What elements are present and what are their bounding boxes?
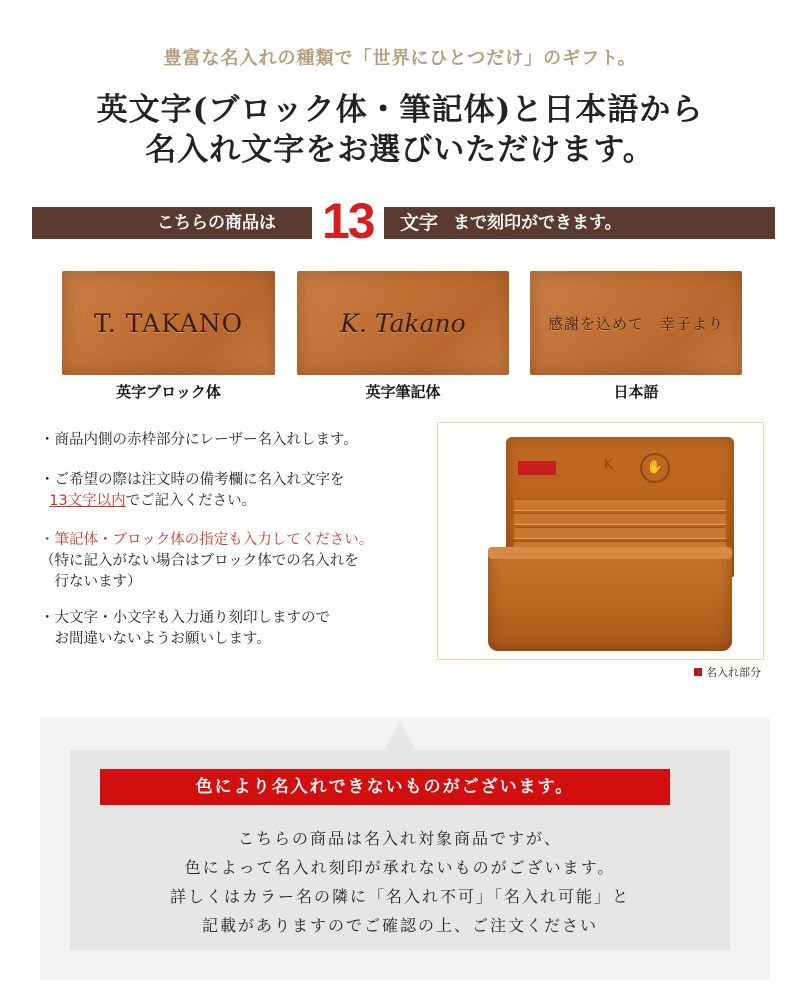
note-font-spec xyxy=(40,530,373,593)
warning-line4: 記載がありますのでご確認の上、ご注文ください xyxy=(201,916,598,935)
legend-label: 名入れ部分 xyxy=(706,666,761,679)
wallet-fold xyxy=(488,547,732,559)
headline-line2: 名入れ文字をお選びいただけます。 xyxy=(145,132,655,168)
sample-japanese-engraving xyxy=(530,271,742,375)
warning-line1: こちらの商品は名入れ対象商品ですが、 xyxy=(237,829,562,848)
banner-prefix: こちらの商品は xyxy=(157,213,276,233)
note-how-to-order-rest: でご記入ください。 xyxy=(125,493,257,509)
engraving-text-japanese: 感謝を込めて 幸子より xyxy=(547,314,724,333)
note-case-sensitivity xyxy=(40,608,330,650)
sample-script-engraving xyxy=(297,271,509,375)
card-slot xyxy=(514,527,726,539)
banner-suffix: まで刻印ができます。 xyxy=(453,213,622,233)
photo-legend xyxy=(694,664,761,680)
tagline: 豊富な名入れの種類で「世界にひとつだけ」のギフト。 xyxy=(163,48,637,69)
char-limit-highlight: 13文字以内 xyxy=(49,493,126,509)
card-slot xyxy=(514,513,726,525)
note-font-spec-line1: ・筆記体・ブロック体の指定も入力してください。 xyxy=(40,532,374,548)
card-slot xyxy=(514,499,726,511)
note-font-spec-line3: 行ないます） xyxy=(40,574,142,590)
caption-block: 英字ブロック体 xyxy=(116,383,221,401)
panel-pointer xyxy=(384,722,416,750)
engraving-text-block: T. TAKANO xyxy=(93,308,244,338)
note-how-to-order xyxy=(40,470,345,512)
caption-script: 英字筆記体 xyxy=(365,383,441,401)
headline-line1: 英文字(ブロック体・筆記体)と日本語から xyxy=(96,92,704,128)
banner-word: 文字 xyxy=(400,212,439,234)
brand-stamp-icon: ✋ xyxy=(640,453,670,483)
caption-japanese: 日本語 xyxy=(613,383,659,401)
legend-swatch xyxy=(694,668,702,676)
note-case-line1: ・大文字・小文字も入力通り刻印しますので xyxy=(40,610,330,626)
engraving-text-script: K. Takano xyxy=(340,308,466,338)
note-case-line2: お間違いないようお願いします。 xyxy=(40,631,271,647)
warning-line3: 詳しくはカラー名の隣に「名入れ不可」「名入れ可能」と xyxy=(169,887,630,906)
note-engraving-location: ・商品内側の赤枠部分にレーザー名入れします。 xyxy=(40,432,358,448)
wallet-inner-bottom xyxy=(488,551,732,651)
engraving-area-marker xyxy=(518,461,556,475)
brand-logo-icon: K xyxy=(604,457,614,473)
warning-line2: 色によって名入れ刻印が承れないものがございます。 xyxy=(184,858,616,877)
sample-block-engraving xyxy=(62,271,275,375)
character-limit-banner xyxy=(32,193,775,249)
wallet-photo xyxy=(437,422,764,660)
note-how-to-order-line2 xyxy=(40,491,345,512)
note-font-spec-line2: （特に記入がない場合はブロック体での名入れを xyxy=(40,553,359,569)
banner-count: 13 xyxy=(312,191,384,251)
warning-title: 色により名入れできないものがございます。 xyxy=(100,769,670,805)
note-how-to-order-line1: ・ご希望の際は注文時の備考欄に名入れ文字を xyxy=(40,472,345,488)
